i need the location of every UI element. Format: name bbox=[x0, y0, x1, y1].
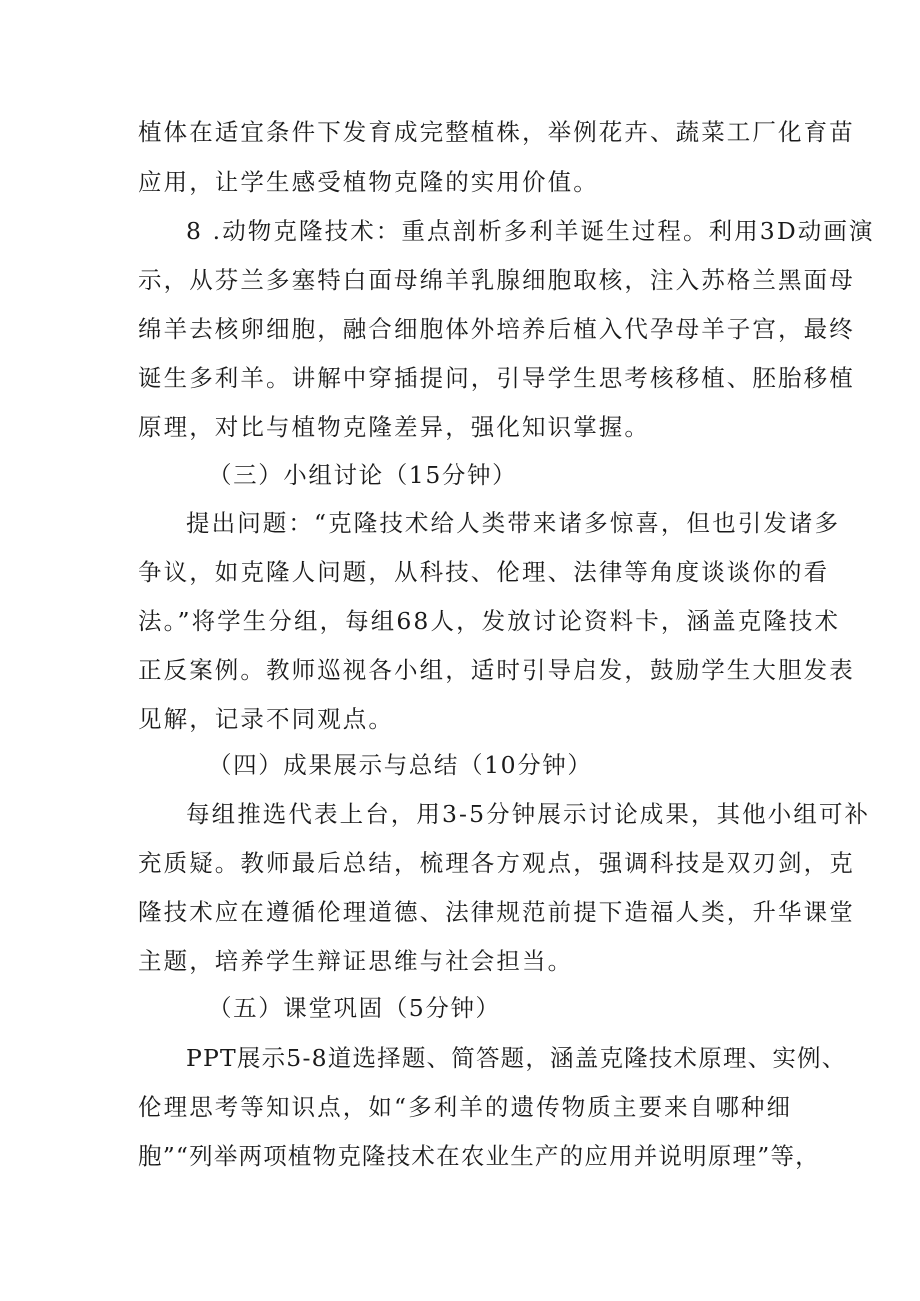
body-text-line: 正反案例。教师巡视各小组，适时引导启发，鼓励学生大胆发表 bbox=[138, 656, 855, 684]
body-text-line: 见解，记录不同观点。 bbox=[138, 705, 394, 733]
section-heading-presentation: （四）成果展示与总结（10分钟） bbox=[208, 751, 593, 779]
body-text-line: 主题，培养学生辩证思维与社会担当。 bbox=[138, 947, 574, 975]
body-text-line: 胞”“列举两项植物克隆技术在农业生产的应用并说明原理”等， bbox=[138, 1142, 820, 1170]
section-heading-consolidation: （五）课堂巩固（5分钟） bbox=[208, 994, 501, 1022]
body-text-line: 植体在适宜条件下发育成完整植株，举例花卉、蔬菜工厂化育苗 bbox=[138, 118, 855, 146]
body-text-line: 原理，对比与植物克隆差异，强化知识掌握。 bbox=[138, 413, 650, 441]
body-text-line: 伦理思考等知识点，如“多利羊的遗传物质主要来自哪种细 bbox=[138, 1093, 793, 1121]
body-text-line: 隆技术应在遵循伦理道德、法律规范前提下造福人类，升华课堂 bbox=[138, 898, 855, 926]
body-text-line: 争议，如克隆人问题，从科技、伦理、法律等角度谈谈你的看 bbox=[138, 558, 830, 586]
body-text-line: 绵羊去核卵细胞，融合细胞体外培养后植入代孕母羊子宫，最终 bbox=[138, 315, 855, 343]
body-text-line: 充质疑。教师最后总结，梳理各方观点，强调科技是双刃剑，克 bbox=[138, 849, 855, 877]
paragraph-presentation: 每组推选代表上台，用3-5分钟展示讨论成果，其他小组可补 bbox=[186, 800, 871, 828]
paragraph-discussion: 提出问题：“克隆技术给人类带来诸多惊喜，但也引发诸多 bbox=[186, 509, 841, 537]
paragraph-animal-cloning: 8 .动物克隆技术：重点剖析多利羊诞生过程。利用3D动画演 bbox=[186, 217, 875, 245]
body-text-line: 示，从芬兰多塞特白面母绵羊乳腺细胞取核，注入苏格兰黑面母 bbox=[138, 266, 855, 294]
body-text-line: 法。”将学生分组，每组68人，发放讨论资料卡，涵盖克隆技术 bbox=[138, 607, 841, 635]
section-heading-group-discussion: （三）小组讨论（15分钟） bbox=[208, 461, 518, 489]
paragraph-consolidation: PPT展示5-8道选择题、简答题，涵盖克隆技术原理、实例、 bbox=[186, 1044, 847, 1072]
body-text-line: 应用，让学生感受植物克隆的实用价值。 bbox=[138, 168, 599, 196]
body-text-line: 诞生多利羊。讲解中穿插提问，引导学生思考核移植、胚胎移植 bbox=[138, 364, 855, 392]
